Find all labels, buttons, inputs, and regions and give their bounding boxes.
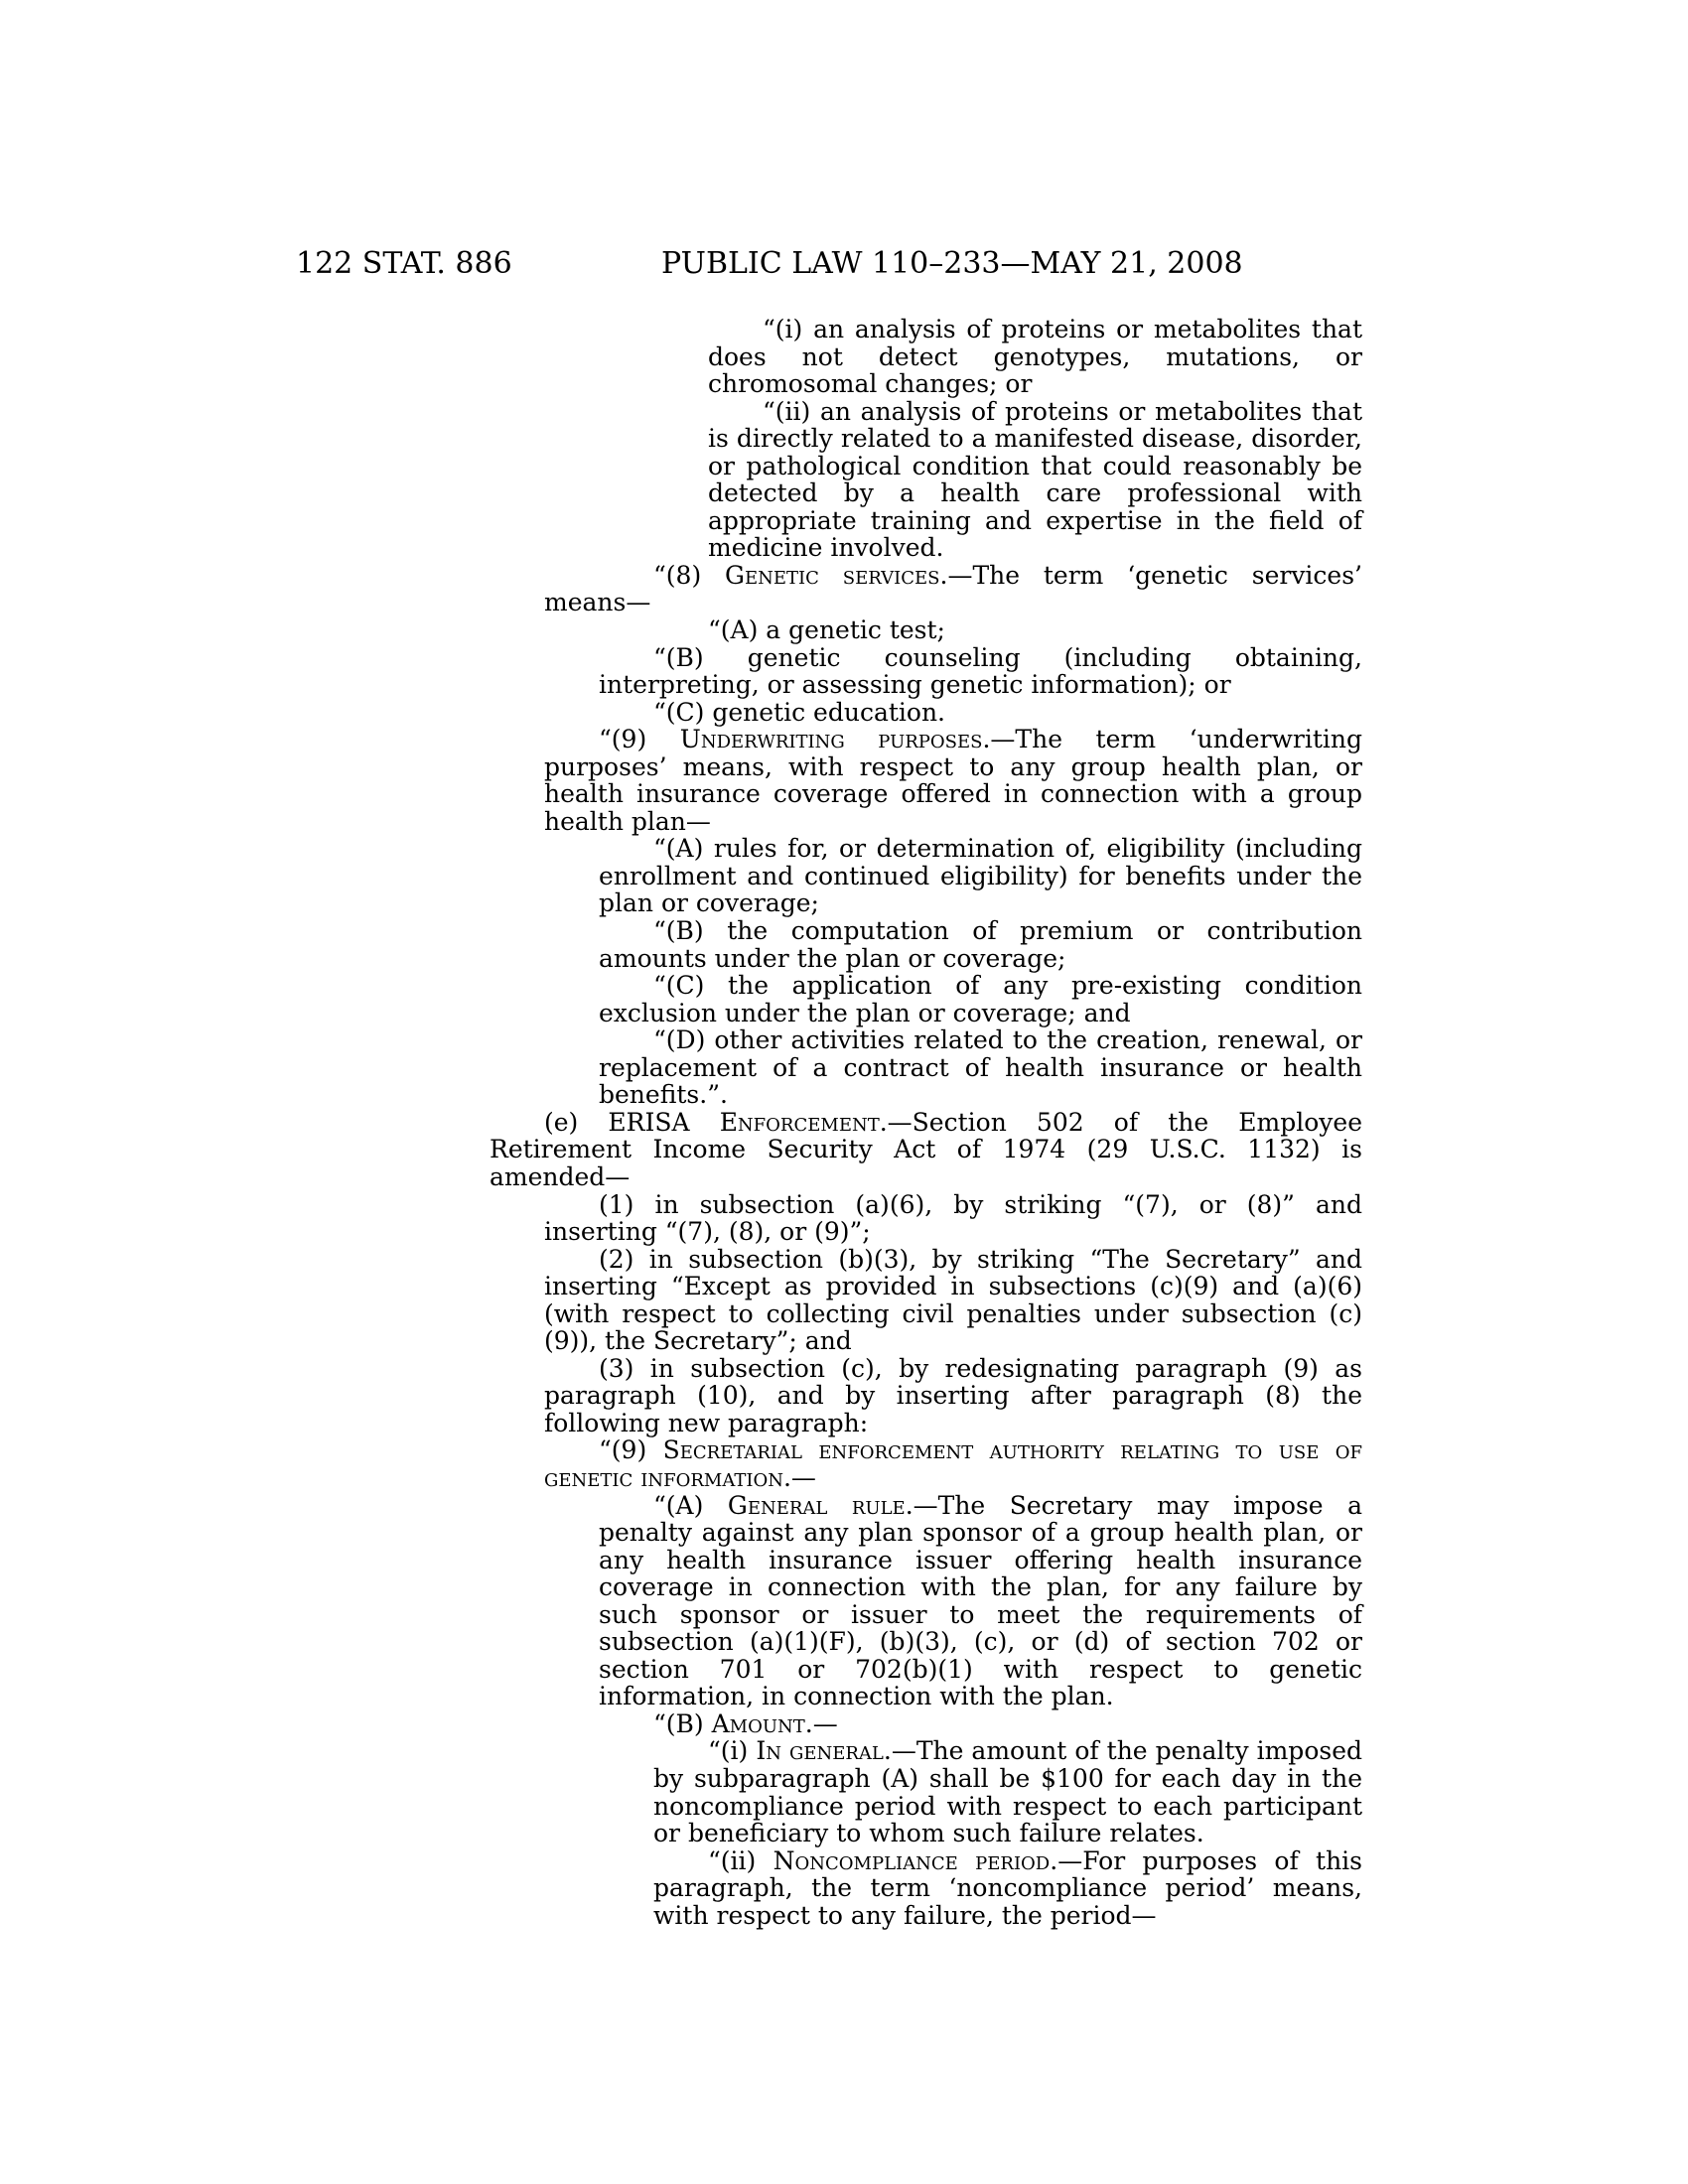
paragraph-8-genetic-services: “(8) Genetic services.—The term ‘genetic services’ means— bbox=[544, 560, 1363, 617]
subparagraph-b-amount: “(B) Amount.— bbox=[653, 1708, 838, 1738]
subparagraph-b-genetic-counseling: “(B) genetic counseling (including obtaining, interpreting, or assessing genetic information); or bbox=[599, 642, 1362, 700]
clause-ii-noncompliance-period: “(ii) Noncompliance period.—For purposes of this paragraph, the term ‘noncompliance period’ means, with respect to any failure, the period— bbox=[653, 1845, 1363, 1930]
public-law-title: PUBLIC LAW 110–233—MAY 21, 2008 bbox=[661, 246, 1243, 281]
clause-i-in-general: “(i) In general.—The amount of the penalty imposed by subparagraph (A) shall be $100 for each day in the noncompliance period with respect to each participant or beneficiary to whom such failure relates. bbox=[653, 1736, 1362, 1848]
paragraph-9-underwriting-purposes: “(9) Underwriting purposes.—The term ‘underwriting purposes’ means, with respect to any group health plan, or health insurance coverage offered in connection with a group health plan— bbox=[544, 725, 1363, 836]
subsection-e-erisa-enforcement: (e) ERISA Enforcement.—Section 502 of the Employee Retirement Income Security Act of 1974 (29 U.S.C. 1132) is amended— bbox=[490, 1107, 1362, 1191]
subparagraph-d-other-activities: “(D) other activities related to the creation, renewal, or replacement of a contract of health insurance or health benefits.”. bbox=[599, 1025, 1362, 1110]
amendment-3-subsection-c: (3) in subsection (c), by redesignating paragraph (9) as paragraph (10), and by inserting after paragraph (8) the following new paragraph: bbox=[544, 1353, 1362, 1437]
subparagraph-a-eligibility-rules: “(A) rules for, or determination of, eligibility (including enrollment and continued eligibility) for benefits under the plan or coverage; bbox=[599, 834, 1362, 918]
clause-i-analysis: “(i) an analysis of proteins or metabolites that does not detect genotypes, mutations, or chromosomal changes; or bbox=[708, 315, 1362, 399]
subparagraph-a-genetic-test: “(A) a genetic test; bbox=[708, 615, 945, 645]
subparagraph-b-premium-computation: “(B) the computation of premium or contribution amounts under the plan or coverage; bbox=[599, 916, 1362, 973]
subparagraph-c-genetic-education: “(C) genetic education. bbox=[653, 697, 945, 727]
subparagraph-a-general-rule: “(A) General rule.—The Secretary may impose a penalty against any plan sponsor of a group health plan, or any health insurance issuer offering health insurance coverage in connection with the plan, for any failure by such sponsor or issuer to meet the requirements of subsection (a)(1)(F), (b)(3), (c), or (d) of section 702 or section 701 or 702(b)(1) with respect to genetic information, in connection with the plan. bbox=[599, 1490, 1362, 1711]
amendment-1-subsection-a6: (1) in subsection (a)(6), by striking “(7), or (8)” and inserting “(7), (8), or (9)”; bbox=[544, 1189, 1362, 1247]
subparagraph-c-preexisting-condition: “(C) the application of any pre-existing condition exclusion under the plan or coverage; and bbox=[599, 971, 1362, 1027]
law-body-text bbox=[490, 315, 1363, 1930]
new-paragraph-9-heading: “(9) Secretarial enforcement authority relating to use of genetic information.— bbox=[544, 1435, 1362, 1492]
amendment-2-subsection-b3: (2) in subsection (b)(3), by striking “The Secretary” and inserting “Except as provided in subsections (c)(9) and (a)(6) (with respect to collecting civil penalties under subsection (c)(9)), the Secretary”; and bbox=[544, 1244, 1362, 1356]
clause-ii-analysis: “(ii) an analysis of proteins or metabolites that is directly related to a manifested disease, disorder, or pathological condition that could reasonably be detected by a health care professional with appropriate training and expertise in the field of medicine involved. bbox=[708, 396, 1362, 563]
stat-page-number: 122 STAT. 886 bbox=[296, 246, 512, 281]
page-header bbox=[0, 244, 1688, 284]
